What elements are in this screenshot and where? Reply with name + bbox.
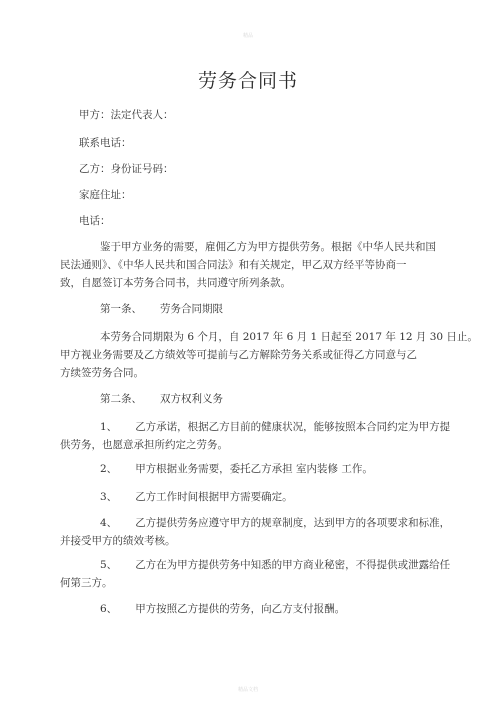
item-3: 3、 乙方工作时间根据甲方需要确定。 [100, 491, 293, 503]
article1-line: 甲方视业务需要及乙方绩效等可提前与乙方解除劳务关系或征得乙方同意与乙 [60, 349, 417, 361]
phone-line: 电话： [79, 215, 111, 227]
preamble-line: 鉴于甲方业务的需要，雇佣乙方为甲方提供劳务。根据《中华人民共和国 [100, 241, 436, 253]
item-2: 2、 甲方根据业务需要，委托乙方承担 室内装修 工作。 [100, 463, 373, 475]
preamble-line: 民法通则》、《中华人民共和国合同法》和有关规定，甲乙双方经平等协商一 [60, 259, 407, 271]
watermark-bottom: 精品文档 [237, 687, 258, 693]
article1-paragraph [60, 328, 478, 382]
item-1: 1、 乙方承诺，根据乙方目前的健康状况，能够按照本合同约定为甲方提 供劳务，也愿意承担所约定之劳务。 [60, 421, 451, 451]
contact-phone-line: 联系电话： [79, 137, 132, 149]
document-title: 劳务合同书 [197, 70, 298, 92]
home-address-line: 家庭住址： [79, 189, 132, 201]
article2-heading: 第二条、 双方权利义务 [100, 393, 223, 405]
watermark-top: 精品 [242, 33, 253, 39]
article1-line: 方续签劳务合同。 [60, 367, 144, 379]
item-5: 5、 乙方在为甲方提供劳务中知悉的甲方商业秘密，不得提供或泄露给任 何第三方。 [60, 559, 451, 589]
preamble-paragraph [60, 238, 439, 292]
article1-heading: 第一条、 劳务合同期限 [100, 303, 223, 315]
preamble-line: 致，自愿签订本劳务合同书，共同遵守所列条款。 [60, 277, 291, 289]
party-b-line: 乙方：身份证号码： [79, 163, 174, 175]
article1-line: 本劳务合同期限为 6 个月，自 2017 年 6 月 1 日起至 2017 年 12 月 30 日止。 [100, 331, 478, 343]
item-4: 4、 乙方提供劳务应遵守甲方的规章制度，达到甲方的各项要求和标准， 并接受甲方的绩效考核。 [60, 517, 451, 547]
party-a-line: 甲方：法定代表人： [79, 109, 174, 121]
item-6: 6、 甲方按照乙方提供的劳务，向乙方支付报酬。 [100, 603, 346, 615]
